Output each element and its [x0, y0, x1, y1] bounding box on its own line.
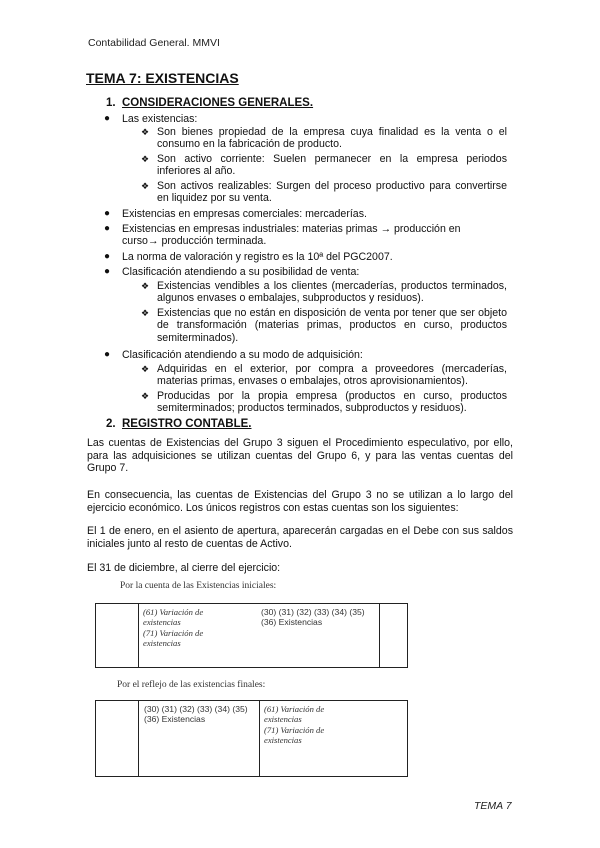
diamond-bullet-icon: ❖: [141, 181, 150, 191]
table-divider: [259, 701, 260, 776]
diamond-bullet-icon: ❖: [141, 364, 150, 374]
journal-entry-table-1: [95, 603, 408, 668]
bullet-icon: ●: [104, 251, 111, 262]
table-1-caption: Por la cuenta de las Existencias iniciales:: [120, 581, 277, 591]
paragraph: Las cuentas de Existencias del Grupo 3 siguen el Procedimiento especulativo, por ello, para las adquisiciones se utilizan cuentas del Grupo 6, y para las ventas cuentas del Grupo 7.: [87, 437, 513, 475]
page-footer: TEMA 7: [474, 800, 512, 812]
section-number: 2.: [106, 418, 116, 430]
table-2-caption: Por el reflejo de las existencias finales:: [117, 680, 266, 690]
journal-entry-table-2: [95, 700, 408, 777]
debit-cell: (30) (31) (32) (33) (34) (35) (36) Existencias: [144, 704, 248, 725]
diamond-bullet-icon: ❖: [141, 391, 150, 401]
diamond-bullet-icon: ❖: [141, 154, 150, 164]
paragraph: El 31 de diciembre, al cierre del ejercicio:: [87, 562, 281, 574]
table-divider: [138, 604, 139, 667]
diamond-bullet-icon: ❖: [141, 281, 150, 291]
bullet-icon: ●: [104, 266, 111, 277]
section-number: 1.: [106, 97, 116, 109]
paragraph: En consecuencia, las cuentas de Existencias del Grupo 3 no se utilizan a lo largo del ejercicio económico. Los únicos registros con estas cuentas son los siguientes:: [87, 489, 513, 514]
page-title: TEMA 7: EXISTENCIAS: [86, 70, 239, 86]
diamond-bullet-icon: ❖: [141, 308, 150, 318]
table-divider: [379, 604, 380, 667]
credit-cell: (30) (31) (32) (33) (34) (35) (36) Existencias: [261, 607, 365, 628]
section-heading-1: [106, 97, 313, 109]
credit-cell: (61) Variación de existencias (71) Variación de existencias: [264, 704, 325, 746]
diamond-bullet-icon: ❖: [141, 127, 150, 137]
table-divider: [138, 701, 139, 776]
bullet-icon: ●: [104, 113, 111, 124]
bullet-icon: ●: [104, 349, 111, 360]
paragraph: El 1 de enero, en el asiento de apertura, aparecerán cargadas en el Debe con sus saldos iniciales junto al resto de cuentas de Activo.: [87, 525, 513, 550]
section-label: CONSIDERACIONES GENERALES.: [122, 97, 314, 109]
section-label: REGISTRO CONTABLE.: [122, 418, 252, 430]
bullet-icon: ●: [104, 223, 111, 234]
running-header: Contabilidad General. MMVI: [88, 37, 220, 49]
section-heading-2: [106, 418, 251, 430]
document-page: Contabilidad General. MMVI TEMA 7: EXISTENCIAS 1. CONSIDERACIONES GENERALES. ● Las existencias: ❖ Son bienes propiedad de la empresa cuya finalidad es la venta o el consumo en la fabricación de producto. ❖ Son activo corriente: Suelen permanecer en la empresa periodos inferiores al año. ❖ Son activos realizables: Surgen del proceso productivo para convertirse en liquidez por su venta. ● Existencias en empresas comerciales: mercaderías. ● Existencias en empresas industriales: materias primas → producción en curso→ producción terminada. ● La norma de valoración y registro es la 10ª del PGC2007. ● Clasificación atendiendo a su posibilidad de venta: ❖ Existencias vendibles a los clientes (mercaderías, productos terminados, algunos envases o embalajes, subproductos y residuos). ❖ Existencias que no están en disposición de venta por tener que ser objeto de transformación (materias primas, productos en curso, productos semiterminados). ● Clasificación atendiendo a su modo de adquisición: ❖ Adquiridas en el exterior, por compra a proveedores (mercaderías, materias primas, envases o embalajes, otros aprovisionamientos). ❖ Producidas por la propia empresa (productos en curso, productos semiterminados; productos terminados, subproductos y residuos). 2. REGISTRO CONTABLE. Las cuentas de Existencias del Grupo 3 siguen el Procedimiento especulativo, por ello, para las adquisiciones se utilizan cuentas del Grupo 6, y para las ventas cuentas del Grupo 7. En consecuencia, las cuentas de Existencias del Grupo 3 no se utilizan a lo largo del ejercicio económico. Los únicos registros con estas cuentas son los siguientes: El 1 de enero, en el asiento de apertura, aparecerán cargadas en el Debe con sus saldos iniciales junto al resto de cuentas de Activo. El 31 de diciembre, al cierre del ejercicio: Por la cuenta de las Existencias iniciales: (61) Variación de existencias (71) Variación de existencias (30) (31) (32) (33) (34) (35) (36) Existencias Por el reflejo de las existencias finales: (30) (31) (32) (33) (34) (35) (36) Existencias (61) Variación de existencias (71) Variación de existencias TEMA 7: [86, 37, 513, 812]
bullet-icon: ●: [104, 208, 111, 219]
debit-cell: (61) Variación de existencias (71) Variación de existencias: [143, 607, 204, 649]
